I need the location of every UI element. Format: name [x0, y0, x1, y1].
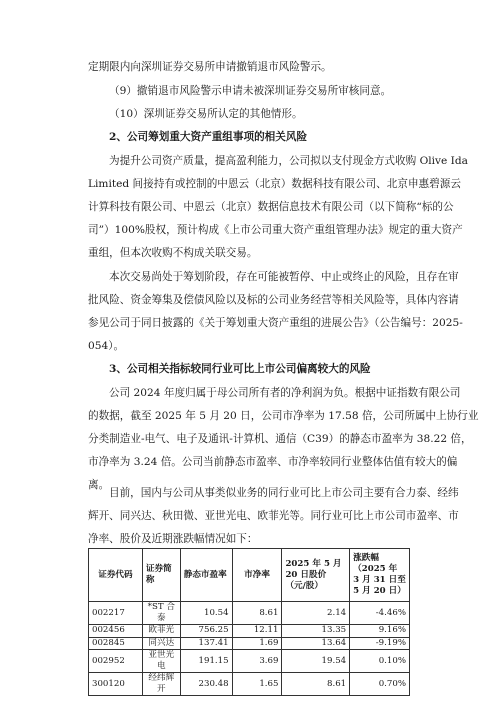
- table-cell: 13.35: [282, 625, 350, 638]
- table-row: [89, 673, 410, 696]
- table-cell: 002456: [89, 625, 143, 638]
- table-cell: 002952: [89, 650, 143, 673]
- paragraph-line: 目前，国内与公司从事类似业务的同行业可比上市公司主要有合力泰、经纬: [109, 487, 459, 499]
- table-cell: 10.54: [180, 602, 232, 625]
- table-cell: 1.69: [232, 637, 282, 650]
- table-cell: 12.11: [232, 625, 282, 638]
- paragraph-line: 计算科技有限公司、中恩云（北京）数据信息技术有限公司（以下简称“标的公: [88, 201, 454, 213]
- table-cell: 191.15: [180, 650, 232, 673]
- table-cell: 230.48: [180, 673, 232, 696]
- list-item: （9）撤销退市风险警示申请未被深圳证券交易所审核同意。: [109, 85, 392, 97]
- table-cell: 同兴达: [142, 637, 180, 650]
- column-header: 静态市盈率: [180, 549, 232, 602]
- paragraph-line: 市净率为 3.24 倍。公司当前静态市盈率、市净率较同行业整体估值有较大的偏: [88, 456, 458, 468]
- table-cell: 亚世光电: [142, 650, 180, 673]
- table-row: [89, 637, 410, 650]
- paragraph-line: 批风险、资金筹集及偿债风险以及标的公司业务经营等相关风险等，具体内容请: [88, 294, 459, 306]
- list-item: （10）深圳证券交易所认定的其他情形。: [109, 108, 303, 120]
- comparable-companies-table: [88, 548, 410, 696]
- table-cell: 欧菲光: [142, 625, 180, 638]
- section-heading: 3、公司相关指标较同行业可比上市公司偏离较大的风险: [109, 363, 371, 375]
- table-row: [89, 602, 410, 625]
- table-cell: 19.54: [282, 650, 350, 673]
- paragraph-line: 离。: [88, 479, 110, 491]
- paragraph-line: 本次交易尚处于筹划阶段，存在可能被暂停、中止或终止的风险，且存在审: [109, 271, 459, 283]
- table-cell: 经纬辉开: [142, 673, 180, 696]
- table-cell: 0.70%: [350, 673, 410, 696]
- paragraph-line: 净率、股价及近期涨跌幅情况如下：: [88, 533, 258, 545]
- table-cell: 9.16%: [350, 625, 410, 638]
- table-cell: *ST 合泰: [142, 602, 180, 625]
- paragraph-line: 的数据，截至 2025 年 5 月 20 日，公司市净率为 17.58 倍，公司所属中上协行业: [88, 410, 479, 422]
- table-cell: 0.10%: [350, 650, 410, 673]
- table-cell: 8.61: [282, 673, 350, 696]
- paragraph-line: Limited 间接持有或控制的中恩云（北京）数据科技有限公司、北京申惠碧源云: [88, 178, 461, 190]
- paragraph-line: 重组，但本次收购不构成关联交易。: [88, 247, 258, 259]
- column-header: 涨跌幅（2025 年 3 月 31 日至 5 月 20 日）: [350, 549, 410, 602]
- table-row: [89, 650, 410, 673]
- paragraph-line: 司”）100%股权，预计构成《上市公司重大资产重组管理办法》规定的重大资产: [88, 224, 463, 236]
- paragraph-line: 分类制造业-电气、电子及通讯-计算机、通信（C39）的静态市盈率为 38.22 倍，: [88, 433, 472, 445]
- paragraph-line: 公司 2024 年度归属于母公司所有者的净利润为负。根据中证指数有限公司: [109, 387, 461, 399]
- paragraph-line: 定期限内向深圳证券交易所申请撤销退市风险警示。: [88, 61, 332, 73]
- table-header-row: [89, 549, 410, 602]
- column-header: 证券简称: [142, 549, 180, 602]
- paragraph-line: 参见公司于同日披露的《关于筹划重大资产重组的进展公告》（公告编号：2025-: [88, 317, 463, 329]
- table-cell: 002217: [89, 602, 143, 625]
- table-cell: -4.46%: [350, 602, 410, 625]
- column-header: 证券代码: [89, 549, 143, 602]
- table-cell: 756.25: [180, 625, 232, 638]
- section-heading: 2、公司筹划重大资产重组事项的相关风险: [109, 131, 308, 143]
- table-cell: 3.69: [232, 650, 282, 673]
- paragraph-line: 辉开、同兴达、秋田微、亚世光电、欧菲光等。同行业可比上市公司市盈率、市: [88, 510, 459, 522]
- table-cell: 13.64: [282, 637, 350, 650]
- table-cell: 002845: [89, 637, 143, 650]
- table-cell: 137.41: [180, 637, 232, 650]
- table-cell: 2.14: [282, 602, 350, 625]
- column-header: 市净率: [232, 549, 282, 602]
- paragraph-line: 054）。: [88, 340, 125, 352]
- column-header: 2025 年 5 月 20 日股价（元/股）: [282, 549, 350, 602]
- paragraph-line: 为提升公司资产质量，提高盈利能力，公司拟以支付现金方式收购 Olive Ida: [109, 155, 468, 167]
- table-cell: 8.61: [232, 602, 282, 625]
- table-cell: -9.19%: [350, 637, 410, 650]
- table-row: [89, 625, 410, 638]
- table-cell: 300120: [89, 673, 143, 696]
- table-cell: 1.65: [232, 673, 282, 696]
